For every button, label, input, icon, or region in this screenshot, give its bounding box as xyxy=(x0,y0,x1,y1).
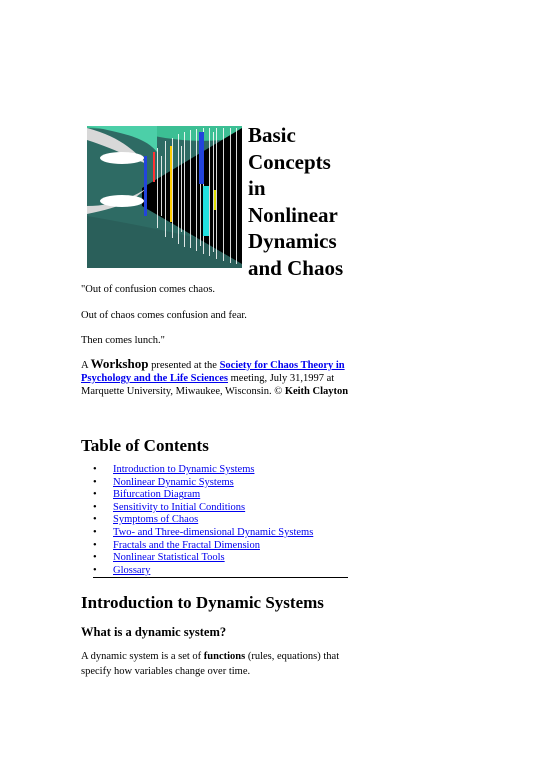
bullet-icon: • xyxy=(93,464,97,475)
bullet-icon: • xyxy=(93,489,97,501)
workshop-credit xyxy=(81,357,361,398)
toc-item xyxy=(93,527,313,540)
table-of-contents xyxy=(93,464,313,577)
workshop-word: Workshop xyxy=(90,356,149,371)
para-end: (rules, equations) that specify how variables change over time. xyxy=(81,651,340,677)
quote-line-3: Then comes lunch." xyxy=(81,335,165,346)
toc-item xyxy=(93,565,313,578)
section-subheading: What is a dynamic system? xyxy=(81,625,227,639)
toc-link-bifurcation[interactable]: Bifurcation Diagram xyxy=(113,489,201,501)
toc-link-glossary[interactable]: Glossary xyxy=(113,564,151,576)
horizontal-divider xyxy=(93,577,348,578)
section-heading: Introduction to Dynamic Systems xyxy=(81,593,324,612)
toc-link-symptoms[interactable]: Symptoms of Chaos xyxy=(113,514,199,526)
toc-item xyxy=(93,552,313,565)
section-paragraph xyxy=(81,650,361,679)
bullet-icon: • xyxy=(93,501,97,513)
bifurcation-diagram-image xyxy=(87,126,242,268)
bullet-icon: • xyxy=(93,514,97,526)
para-start: A dynamic system is a set of xyxy=(81,651,204,662)
credit-rest: meeting, July 31,1997 at Marquette University, Miwaukee, Wisconsin. © xyxy=(81,373,335,397)
bullet-icon: • xyxy=(93,564,97,576)
bullet-icon: • xyxy=(93,552,97,564)
title-line: Nonlinear xyxy=(248,202,338,227)
toc-item xyxy=(93,502,313,515)
toc-item xyxy=(93,489,313,502)
toc-link-two-three-dimensional[interactable]: Two- and Three-dimensional Dynamic Systems xyxy=(113,526,314,538)
quote-line-1: "Out of confusion comes chaos. xyxy=(81,284,216,295)
toc-link-sensitivity[interactable]: Sensitivity to Initial Conditions xyxy=(113,501,246,513)
toc-link-statistical-tools[interactable]: Nonlinear Statistical Tools xyxy=(113,552,225,564)
author-name: Keith Clayton xyxy=(284,386,349,397)
society-link[interactable]: Society for Chaos Theory in Psychology and the Life Sciences xyxy=(81,360,345,384)
toc-item xyxy=(93,514,313,527)
title-line: and Chaos xyxy=(248,255,344,280)
bullet-icon: • xyxy=(93,539,97,551)
document-title xyxy=(248,122,388,281)
toc-item xyxy=(93,464,313,477)
title-line: in xyxy=(248,176,266,200)
toc-item xyxy=(93,540,313,553)
para-bold-term: functions xyxy=(203,651,246,662)
toc-link-nonlinear-systems[interactable]: Nonlinear Dynamic Systems xyxy=(113,476,234,488)
toc-heading: Table of Contents xyxy=(81,436,209,455)
credit-presented: presented at the xyxy=(148,360,220,371)
title-line: Basic xyxy=(248,123,296,147)
toc-link-fractals[interactable]: Fractals and the Fractal Dimension xyxy=(113,539,260,551)
title-line: Concepts xyxy=(248,149,331,174)
credit-prefix: A xyxy=(81,360,91,371)
title-line: Dynamics xyxy=(248,229,337,253)
bullet-icon: • xyxy=(93,526,97,538)
quote-line-2: Out of chaos comes confusion and fear. xyxy=(81,310,247,321)
toc-link-introduction[interactable]: Introduction to Dynamic Systems xyxy=(113,464,255,475)
bullet-icon: • xyxy=(93,476,97,488)
toc-item xyxy=(93,477,313,490)
